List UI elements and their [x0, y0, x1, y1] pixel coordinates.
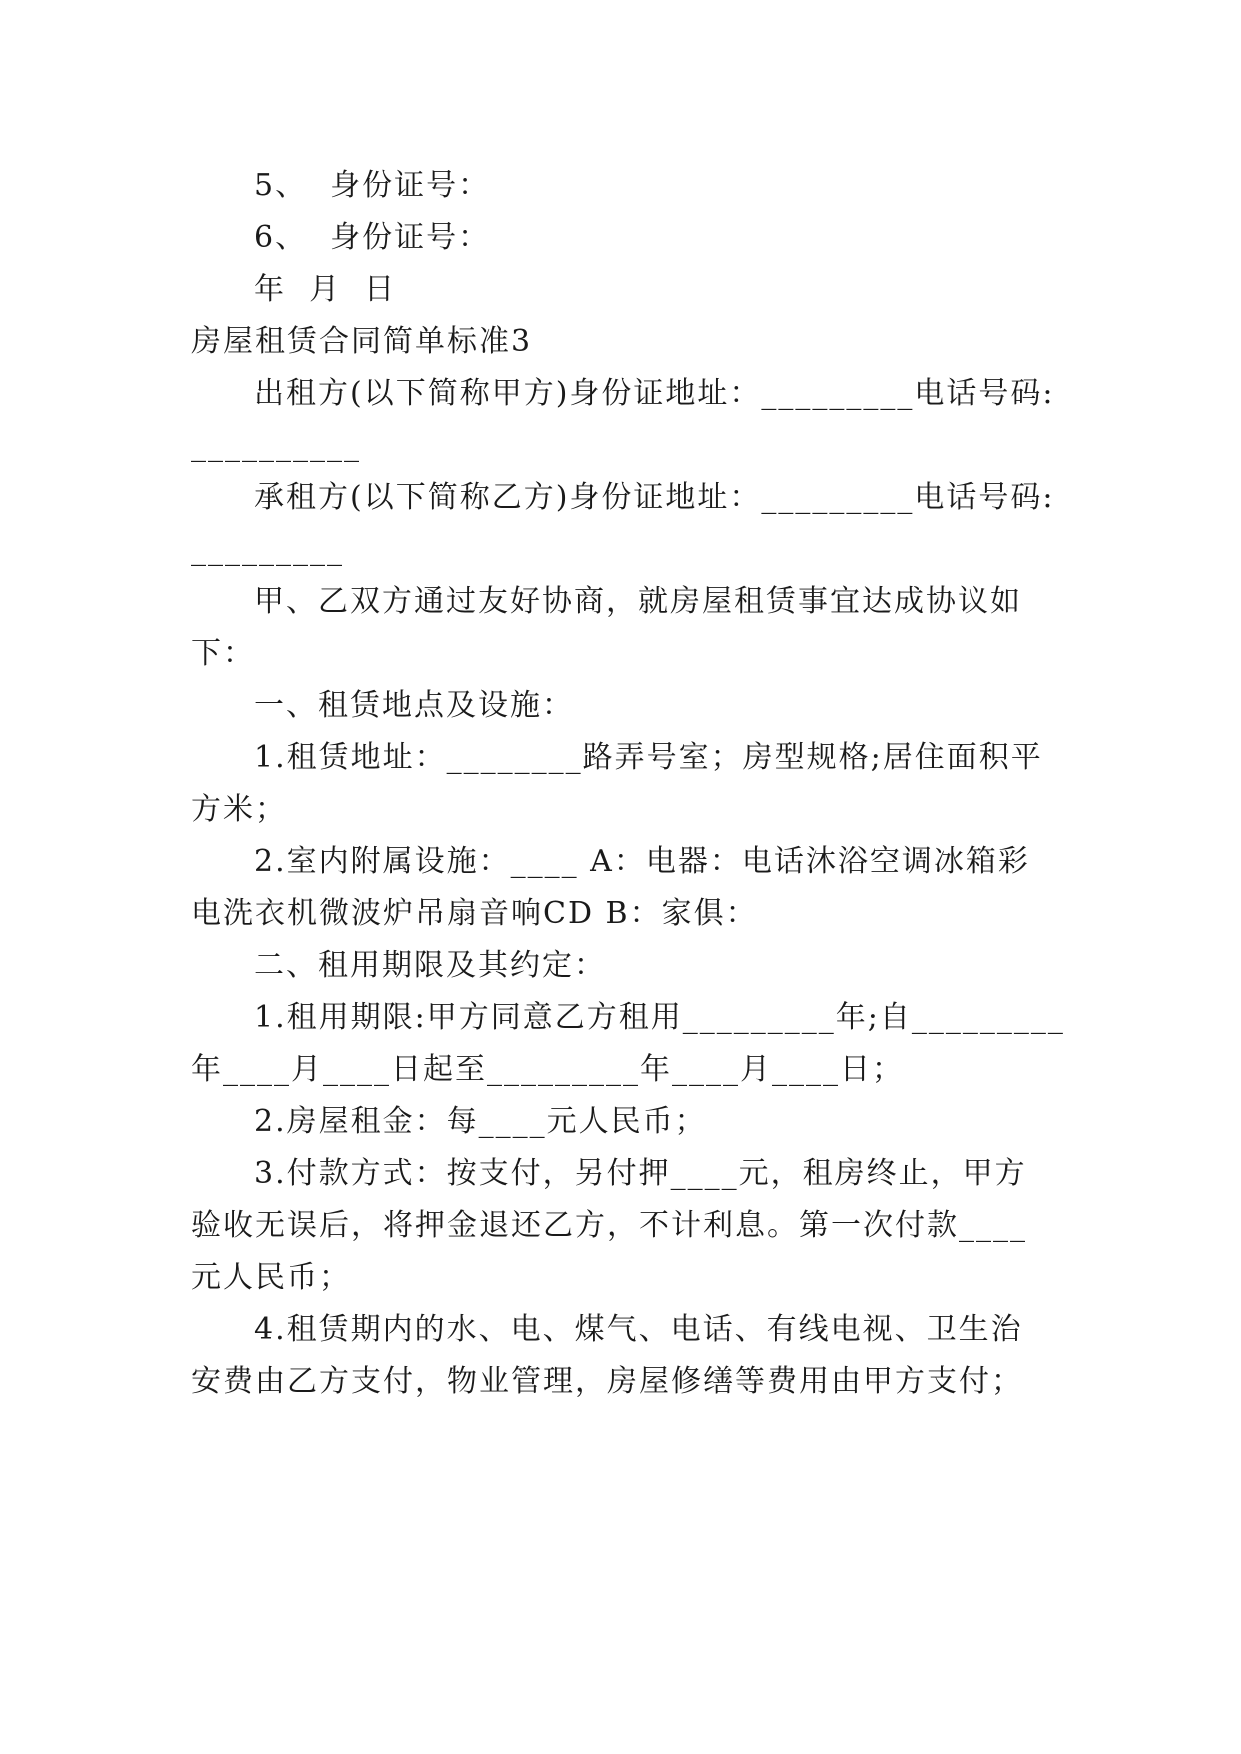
payment-method-cont: 验收无误后，将押金退还乙方，不计利息。第一次付款____: [191, 1208, 1027, 1243]
lessee-phone-blank: _________: [191, 532, 344, 567]
id-number-6: 6、 身份证号：: [254, 220, 491, 255]
utilities: 4.租赁期内的水、电、煤气、电话、有线电视、卫生治: [254, 1312, 1023, 1347]
lessee-info: 承租方(以下简称乙方)身份证地址：_________电话号码:: [254, 480, 1055, 515]
agreement-intro-cont: 下：: [191, 636, 255, 671]
id-number-5: 5、 身份证号：: [254, 168, 491, 203]
document-title: 房屋租赁合同简单标准3: [191, 324, 533, 359]
agreement-intro: 甲、乙双方通过友好协商，就房屋租赁事宜达成协议如: [254, 584, 1022, 619]
lease-term-cont: 年____月____日起至_________年____月____日；: [191, 1052, 904, 1087]
utilities-cont: 安费由乙方支付，物业管理，房屋修缮等费用由甲方支付；: [191, 1364, 1023, 1399]
rental-address-cont: 方米；: [191, 792, 287, 827]
payment-method: 3.付款方式：按支付，另付押____元，租房终止，甲方: [254, 1156, 1027, 1191]
rent: 2.房屋租金：每____元人民币；: [254, 1104, 707, 1139]
date-line: 年 月 日: [254, 272, 397, 307]
section-1-heading: 一、租赁地点及设施：: [254, 688, 574, 723]
payment-method-end: 元人民币；: [191, 1260, 351, 1295]
lease-term: 1.租用期限:甲方同意乙方租用_________年;自_________: [254, 1000, 1065, 1035]
section-2-heading: 二、租用期限及其约定：: [254, 948, 606, 983]
facilities-cont: 电洗衣机微波炉吊扇音响CD B：家俱：: [191, 896, 758, 931]
lessor-info: 出租方(以下简称甲方)身份证地址：_________电话号码:: [254, 376, 1055, 411]
facilities: 2.室内附属设施：____ A：电器：电话沐浴空调冰箱彩: [254, 844, 1030, 879]
rental-address: 1.租赁地址：________路弄号室；房型规格;居住面积平: [254, 740, 1043, 775]
lessor-phone-blank: __________: [191, 428, 361, 463]
